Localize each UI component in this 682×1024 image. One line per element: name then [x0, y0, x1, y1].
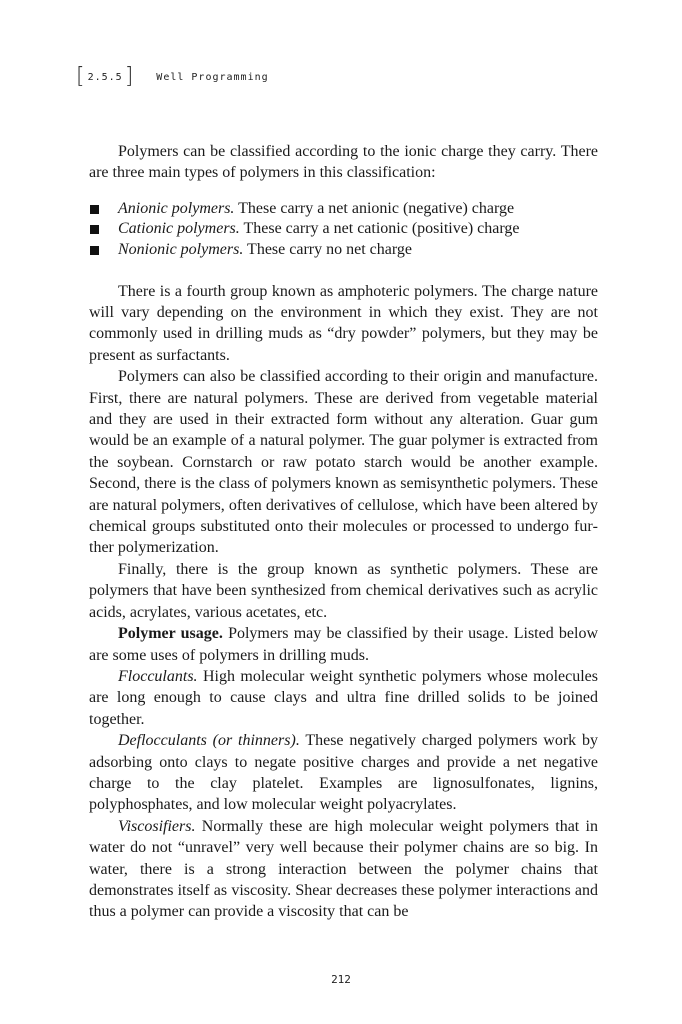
deflocculants-term: Deflocculants (or thinners).	[118, 732, 300, 750]
usage-heading: Polymer usage.	[118, 625, 223, 643]
flocculants-paragraph	[89, 666, 598, 730]
intro-paragraph: Polymers can be classified according to the ionic charge they carry. There are three main types of polymers in this classification:	[89, 143, 598, 182]
flocculants-term: Flocculants.	[118, 667, 198, 685]
list-item	[89, 199, 598, 220]
page-number: 212	[331, 973, 351, 986]
viscosifiers-paragraph	[89, 816, 598, 923]
list-item-text: These carry a net anionic (negative) charge	[234, 199, 515, 217]
viscosifiers-term: Viscosifiers.	[118, 817, 196, 835]
viscosifiers-text: Normally these are high molecular weight polymers that in water do not “unravel” very well because their polymer chains are so big. In water, there is a strong interaction between the polymer chains that demonstrates itself as viscosity. Shear decreases these polymer interactions and thus a polymer can provide a viscosity that can be	[89, 817, 598, 921]
flocculants-text: High molecular weight synthetic polymers whose molecules are long enough to cause clays and ultra fine drilled solids to be joined together.	[89, 667, 598, 728]
deflocculants-text: These negatively charged polymers work by adsorbing onto clays to negate positive charges and provide a net negative charge to the clay platelet. Examples are lignosulfonates, lignins, polyphosphates, and low molecular weight polyacrylates.	[89, 732, 598, 814]
synthetic-paragraph: Finally, there is the group known as synthetic polymers. These are polymers that have been synthesized from chemical derivatives such as acrylic acids, acrylates, various acetates, etc.	[89, 560, 598, 621]
list-item	[89, 219, 598, 240]
page-body	[89, 141, 598, 923]
amphoteric-paragraph: There is a fourth group known as amphoteric polymers. The charge nature will vary depending on the environment in which they exist. They are not commonly used in drilling muds as “dry powder” polymers, but they may be present as surfactants.	[89, 282, 598, 364]
deflocculants-paragraph	[89, 730, 598, 816]
list-item-term: Cationic polymers.	[118, 220, 240, 238]
usage-text: Polymers may be classified by their usage. Listed below are some uses of polymers in drilling muds.	[89, 625, 599, 664]
square-bullet-icon	[90, 225, 99, 234]
list-item	[89, 240, 598, 261]
list-item-term: Anionic polymers.	[118, 199, 235, 217]
square-bullet-icon	[90, 246, 99, 255]
square-bullet-icon	[90, 205, 99, 214]
usage-paragraph	[89, 623, 598, 666]
polymer-type-list	[89, 199, 598, 261]
section-number: 2.5.5	[87, 71, 123, 83]
running-header	[76, 66, 269, 88]
running-title: Well Programming	[156, 71, 269, 83]
list-item-text: These carry a net cationic (positive) charge	[239, 220, 520, 238]
left-bracket: [	[76, 64, 86, 89]
right-bracket: ]	[124, 64, 135, 89]
list-item-text: These carry no net charge	[243, 241, 412, 258]
origin-paragraph: Polymers can also be classified according to their origin and manufacture. First, there are natural polymers. These are derived from vegetable material and they are used in their extracted form without any alteration. Guar gum would be an example of a natural polymer. The guar polymer is extracted from the soybean. Cornstarch or raw potato starch would be another example. Second, there is the class of polymers known as semisynthetic polymers. These are natural polymers, often derivatives of cellulose, which have been altered by chemical groups substituted onto their molecules or processed to undergo further polymerization.	[89, 368, 598, 557]
list-item-term: Nonionic polymers.	[118, 241, 244, 258]
